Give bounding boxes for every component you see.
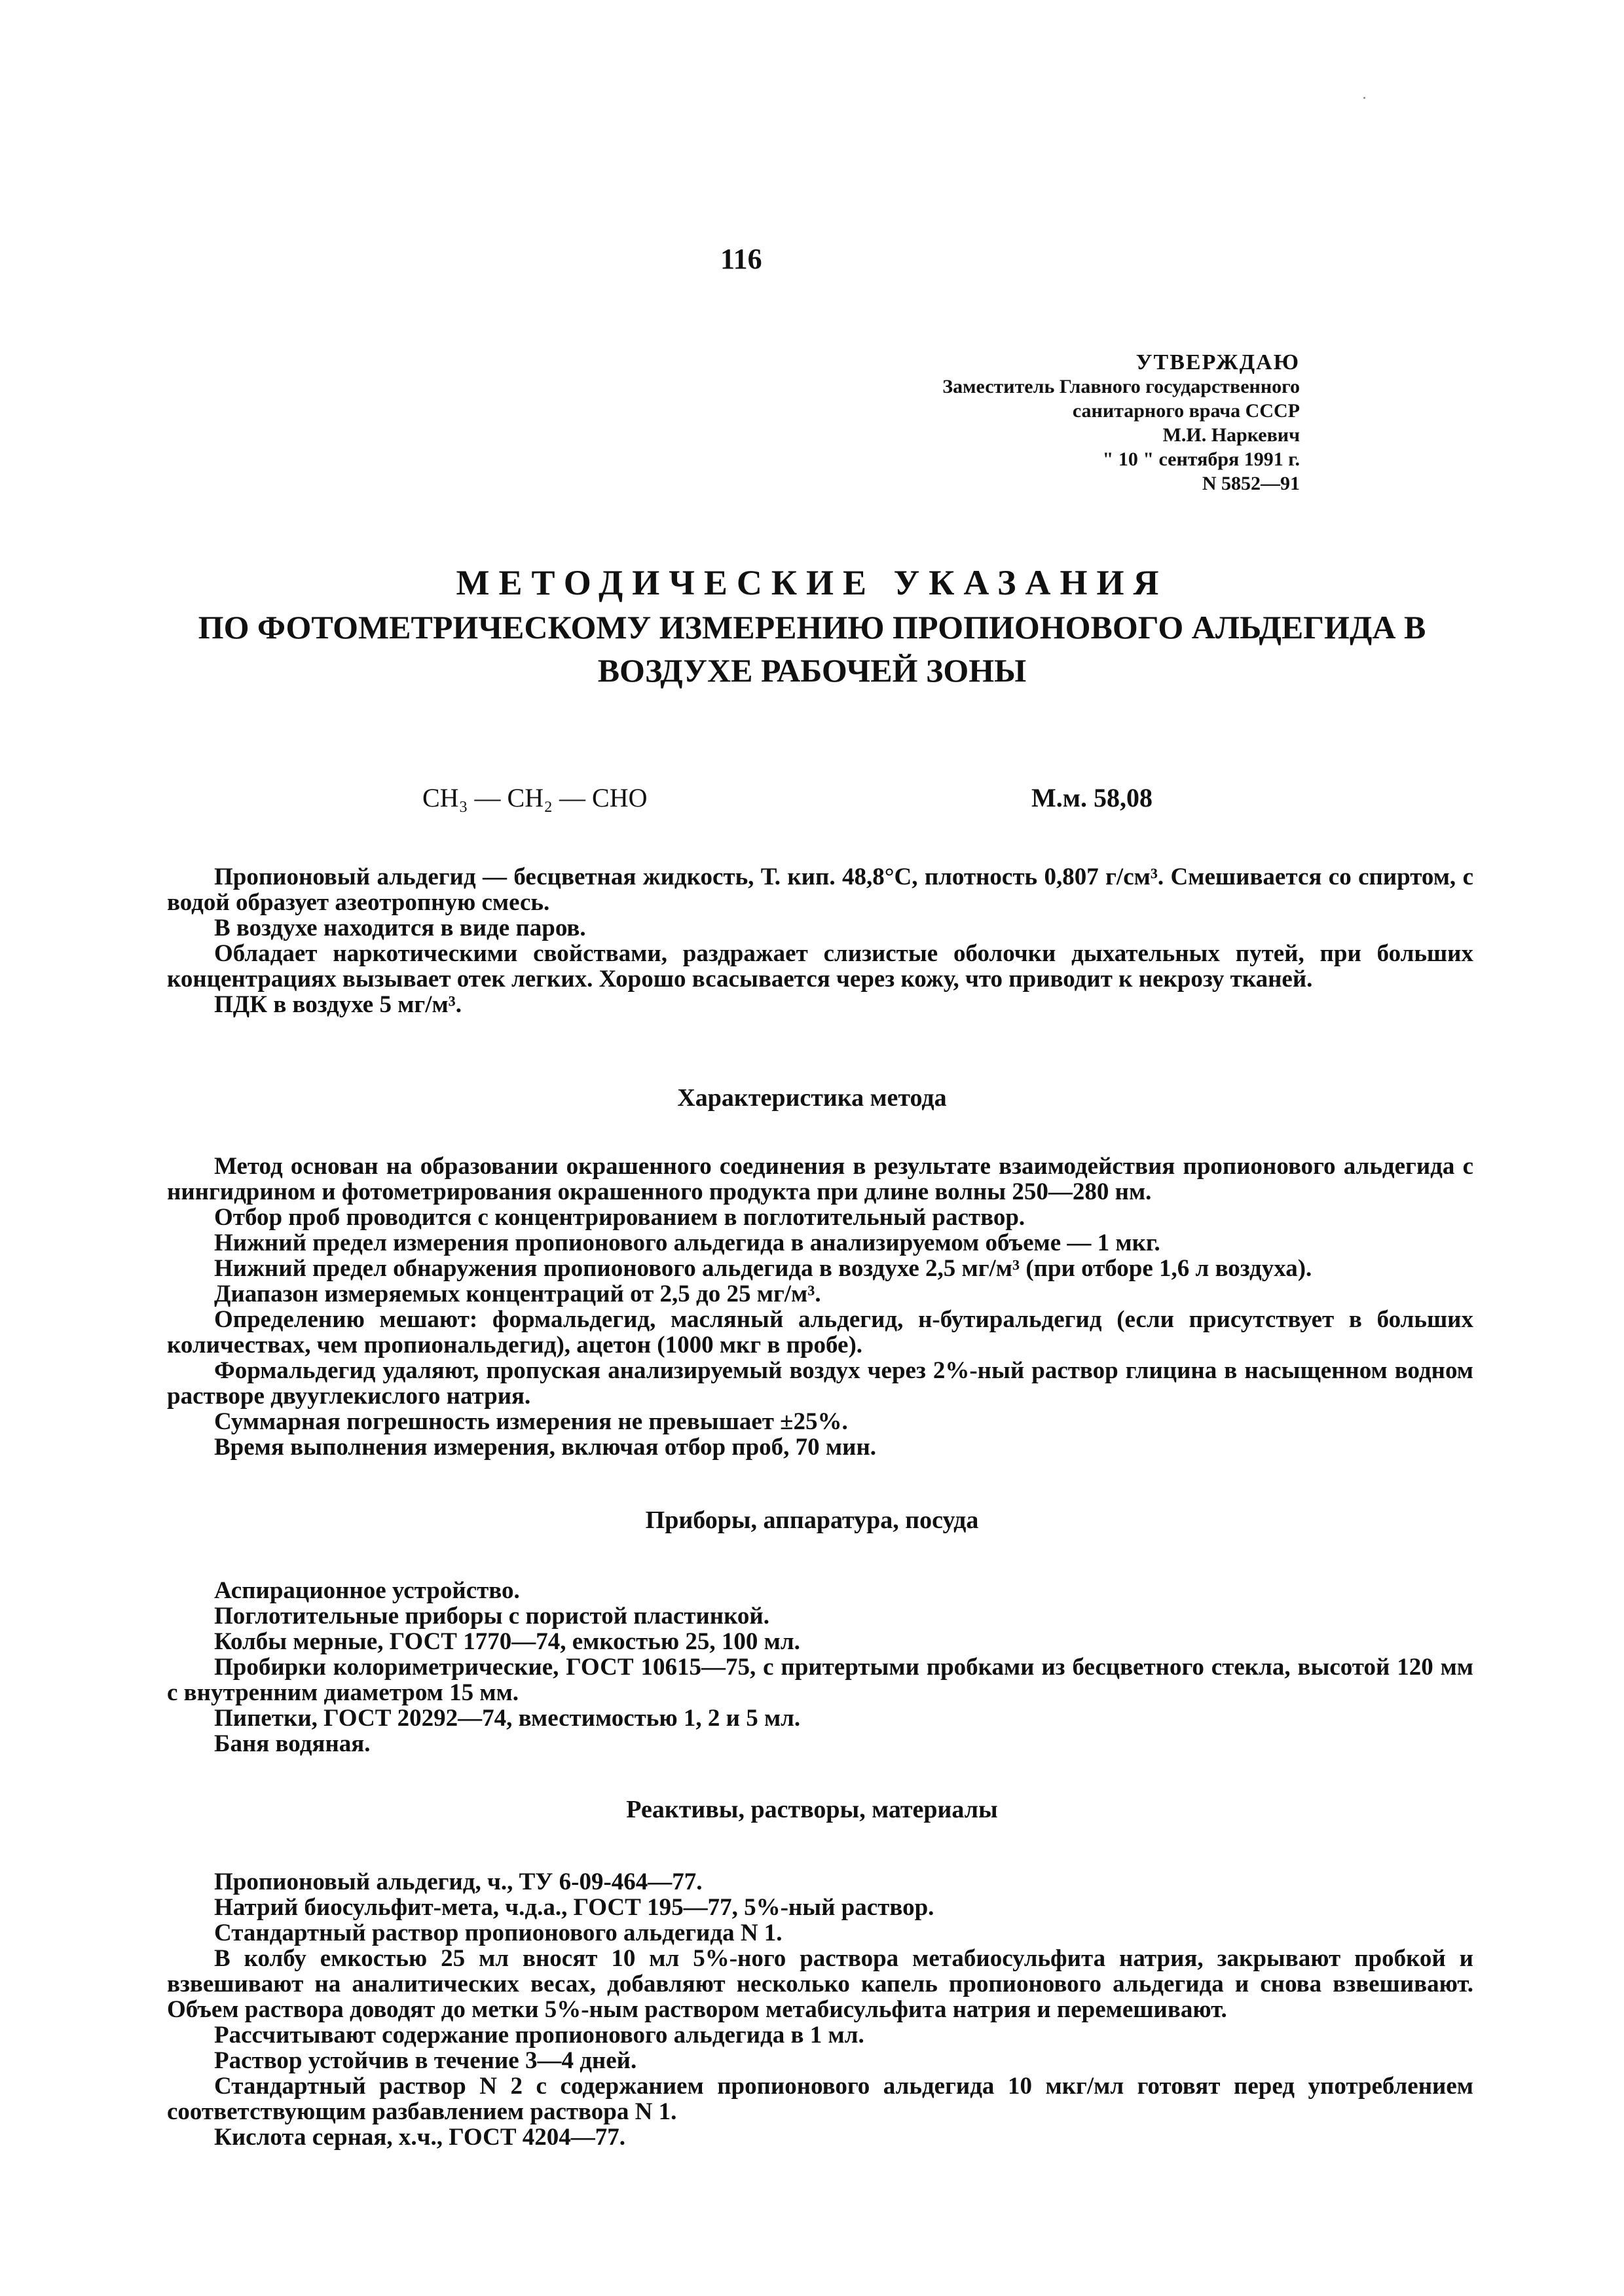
reagent-item: Натрий биосульфит-мета, ч.д.а., ГОСТ 195—77, 5%-ный раствор. (214, 1894, 934, 1921)
equipment-item: Колбы мерные, ГОСТ 1770—74, емкостью 25, 100 мл. (214, 1628, 800, 1655)
document-number: N 5852—91 (1202, 473, 1300, 494)
reagents-section (167, 1869, 1473, 2150)
intro-paragraph: Обладает наркотическими свойствами, раздражает слизистые оболочки дыхательных путей, при больших концентрациях вызывает отек легких. Хорошо всасывается через кожу, что приводит к некрозу тканей. (167, 940, 1473, 993)
method-paragraph: Суммарная погрешность измерения не превышает ±25%. (214, 1408, 848, 1435)
method-paragraph: Нижний предел обнаружения пропионового альдегида в воздухе 2,5 мг/м³ (при отборе 1,6 л воздуха). (214, 1255, 1312, 1282)
intro-section (167, 864, 1473, 1017)
scan-speck (1363, 97, 1365, 99)
method-paragraph: Метод основан на образовании окрашенного соединения в результате взаимодействия пропионового альдегида с нингидрином и фотометрирования окрашенного продукта при длине волны 250—280 нм. (167, 1153, 1473, 1205)
intro-paragraph: Пропионовый альдегид — бесцветная жидкость, Т. кип. 48,8°С, плотность 0,807 г/см³. Смешивается со спиртом, с водой образует азеотропную смесь. (167, 864, 1473, 916)
approval-line: Заместитель Главного государственного (942, 376, 1300, 397)
approval-title: УТВЕРЖДАЮ (1135, 350, 1300, 374)
intro-paragraph: В воздухе находится в виде паров. (214, 915, 586, 941)
equipment-item: Баня водяная. (214, 1730, 371, 1757)
reagent-item: Пропионовый альдегид, ч., ТУ 6-09-464—77. (214, 1868, 703, 1895)
title-line-2: ПО ФОТОМЕТРИЧЕСКОМУ ИЗМЕРЕНИЮ ПРОПИОНОВОГО АЛЬДЕГИДА В (198, 609, 1426, 646)
title-line-3: ВОЗДУХЕ РАБОЧЕЙ ЗОНЫ (597, 652, 1027, 689)
reagent-item: Стандартный раствор N 2 с содержанием пропионового альдегида 10 мкг/мл готовят перед употреблением соответствующим разбавлением раствора N 1. (167, 2073, 1473, 2125)
approval-signatory: М.И. Наркевич (1162, 424, 1300, 446)
approval-line: санитарного врача СССР (1072, 400, 1300, 422)
section-heading-equipment: Приборы, аппаратура, посуда (645, 1506, 979, 1534)
equipment-item: Поглотительные приборы с пористой пластинкой. (214, 1603, 769, 1630)
section-heading-reagents: Реактивы, растворы, материалы (626, 1796, 998, 1823)
method-paragraph: Диапазон измеряемых концентраций от 2,5 до 25 мг/м³. (214, 1281, 821, 1307)
reagent-item: В колбу емкостью 25 мл вносят 10 мл 5%-ного раствора метабиосульфита натрия, закрывают пробкой и взвешивают на аналитических весах, добавляют несколько капель пропионового альдегида и снова взвешивают. Объем раствора доводят до метки 5%-ным раствором метабисульфита натрия и перемешивают. (167, 1945, 1473, 2023)
chemical-formula: СН₃ — СН₂ — СНО (422, 783, 648, 812)
reagent-item: Стандартный раствор пропионового альдегида N 1. (214, 1920, 783, 1946)
equipment-item: Аспирационное устройство. (214, 1577, 520, 1604)
molar-mass: М.м. 58,08 (1031, 783, 1153, 812)
approval-stamp (645, 350, 1300, 496)
reagent-item: Раствор устойчив в течение 3—4 дней. (214, 2047, 637, 2074)
document-title (157, 560, 1467, 692)
method-paragraph: Формальдегид удаляют, пропуская анализируемый воздух через 2%-ный раствор глицина в насыщенном водном растворе двууглекислого натрия. (167, 1357, 1473, 1410)
equipment-item: Пипетки, ГОСТ 20292—74, вместимостью 1, 2 и 5 мл. (214, 1705, 801, 1732)
section-heading-method: Характеристика метода (677, 1084, 947, 1112)
method-paragraph: Нижний предел измерения пропионового альдегида в анализируемом объеме — 1 мкг. (214, 1230, 1160, 1256)
page-number: 116 (720, 243, 762, 275)
reagent-item: Рассчитывают содержание пропионового альдегида в 1 мл. (214, 2022, 864, 2049)
title-line-1: МЕТОДИЧЕСКИЕ УКАЗАНИЯ (456, 563, 1168, 602)
method-paragraph: Определению мешают: формальдегид, масляный альдегид, н-бутиральдегид (если присутствует в больших количествах, чем пропиональдегид), ацетон (1000 мкг в пробе). (167, 1306, 1473, 1358)
equipment-section (167, 1578, 1473, 1757)
method-paragraph: Время выполнения измерения, включая отбор проб, 70 мин. (214, 1434, 877, 1461)
approval-date: " 10 " сентября 1991 г. (1102, 448, 1300, 470)
intro-paragraph: ПДК в воздухе 5 мг/м³. (214, 991, 462, 1018)
equipment-item: Пробирки колориметрические, ГОСТ 10615—75, с притертыми пробками из бесцветного стекла, высотой 120 мм с внутренним диаметром 15 мм. (167, 1654, 1473, 1706)
reagent-item: Кислота серная, х.ч., ГОСТ 4204—77. (214, 2124, 626, 2151)
method-section (167, 1154, 1473, 1460)
method-paragraph: Отбор проб проводится с концентрированием в поглотительный раствор. (214, 1204, 1025, 1231)
